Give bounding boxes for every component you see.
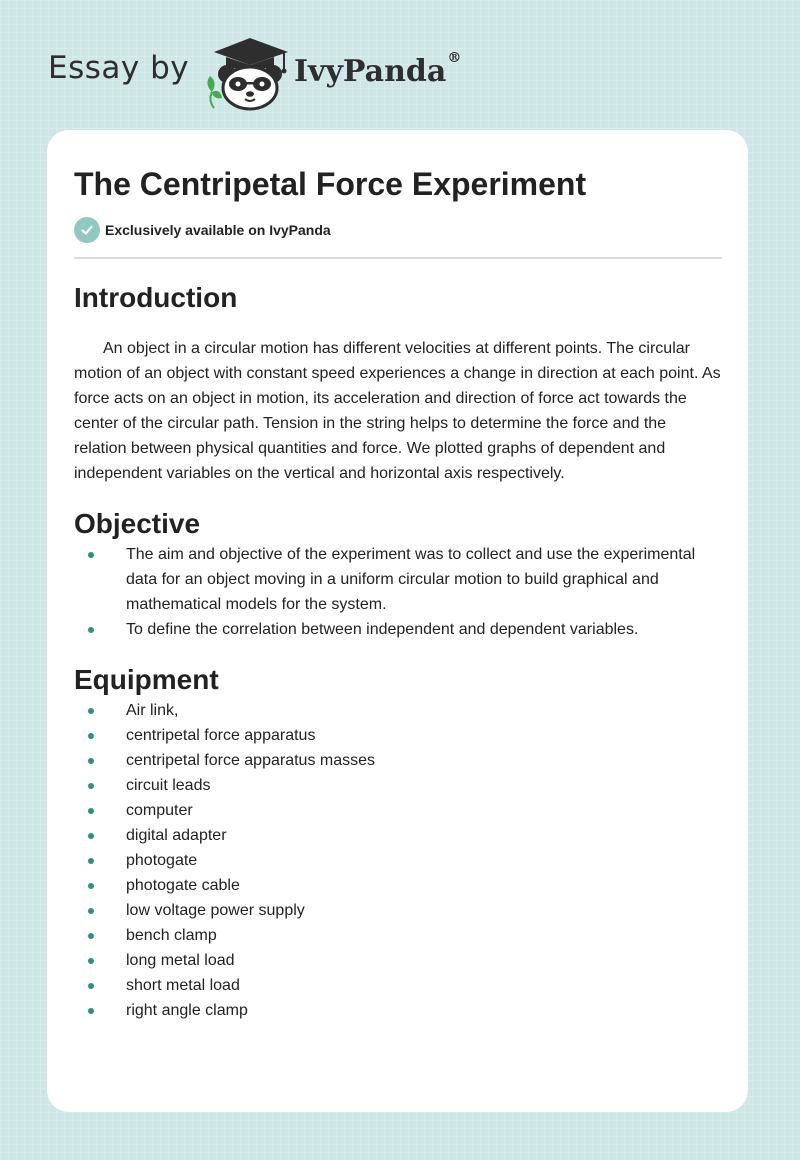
bullet-dot-icon [88,958,94,964]
section-heading-introduction: Introduction [74,282,238,313]
bullet-dot-icon [88,627,94,633]
bullet-dot-icon [88,758,94,764]
section-heading-objective: Objective [74,508,201,539]
list-item: photogate [74,848,722,873]
page-title: The Centripetal Force Experiment [74,166,587,202]
brand-prefix: Essay by [48,50,190,86]
check-icon [74,217,100,243]
panda-logo-icon [200,32,296,112]
list-item: bench clamp [74,923,722,948]
bullet-dot-icon [88,552,94,558]
bullet-dot-icon [88,933,94,939]
section-heading-equipment: Equipment [74,664,219,695]
list-item: centripetal force apparatus [74,723,722,748]
equipment-list [74,698,722,1023]
bullet-dot-icon [88,858,94,864]
list-item: digital adapter [74,823,722,848]
brand-header[interactable] [48,30,508,110]
bullet-dot-icon [88,983,94,989]
essay-card [47,130,748,1112]
list-item: right angle clamp [74,998,722,1023]
list-item: centripetal force apparatus masses [74,748,722,773]
introduction-paragraph: An object in a circular motion has different velocities at different points. The circular motion of an object with constant speed experiences a change in direction at each point. As force acts on an object in motion, its acceleration and direction of force act towards the center of the circular path. Tension in the string helps to determine the force and the relation between physical quantities and force. We plotted graphs of dependent and independent variables on the vertical and horizontal axis respectively. [74,340,721,482]
objective-list [74,542,722,642]
bullet-dot-icon [88,783,94,789]
divider [74,257,722,259]
list-item: low voltage power supply [74,898,722,923]
bullet-dot-icon [88,733,94,739]
list-item: photogate cable [74,873,722,898]
exclusive-badge [74,217,722,243]
bullet-dot-icon [88,883,94,889]
list-item: computer [74,798,722,823]
list-item: circuit leads [74,773,722,798]
list-item: The aim and objective of the experiment was to collect and use the experimental data for an object moving in a uniform circular motion to build graphical and mathematical models for the system. [74,542,722,617]
badge-text: Exclusively available on IvyPanda [105,222,331,238]
list-item: To define the correlation between independent and dependent variables. [74,617,722,642]
list-item: long metal load [74,948,722,973]
list-item: Air link, [74,698,722,723]
bullet-dot-icon [88,708,94,714]
bullet-dot-icon [88,808,94,814]
bullet-dot-icon [88,908,94,914]
bullet-dot-icon [88,1008,94,1014]
bullet-dot-icon [88,833,94,839]
list-item: short metal load [74,973,722,998]
brand-name: IvyPanda® [294,50,462,89]
